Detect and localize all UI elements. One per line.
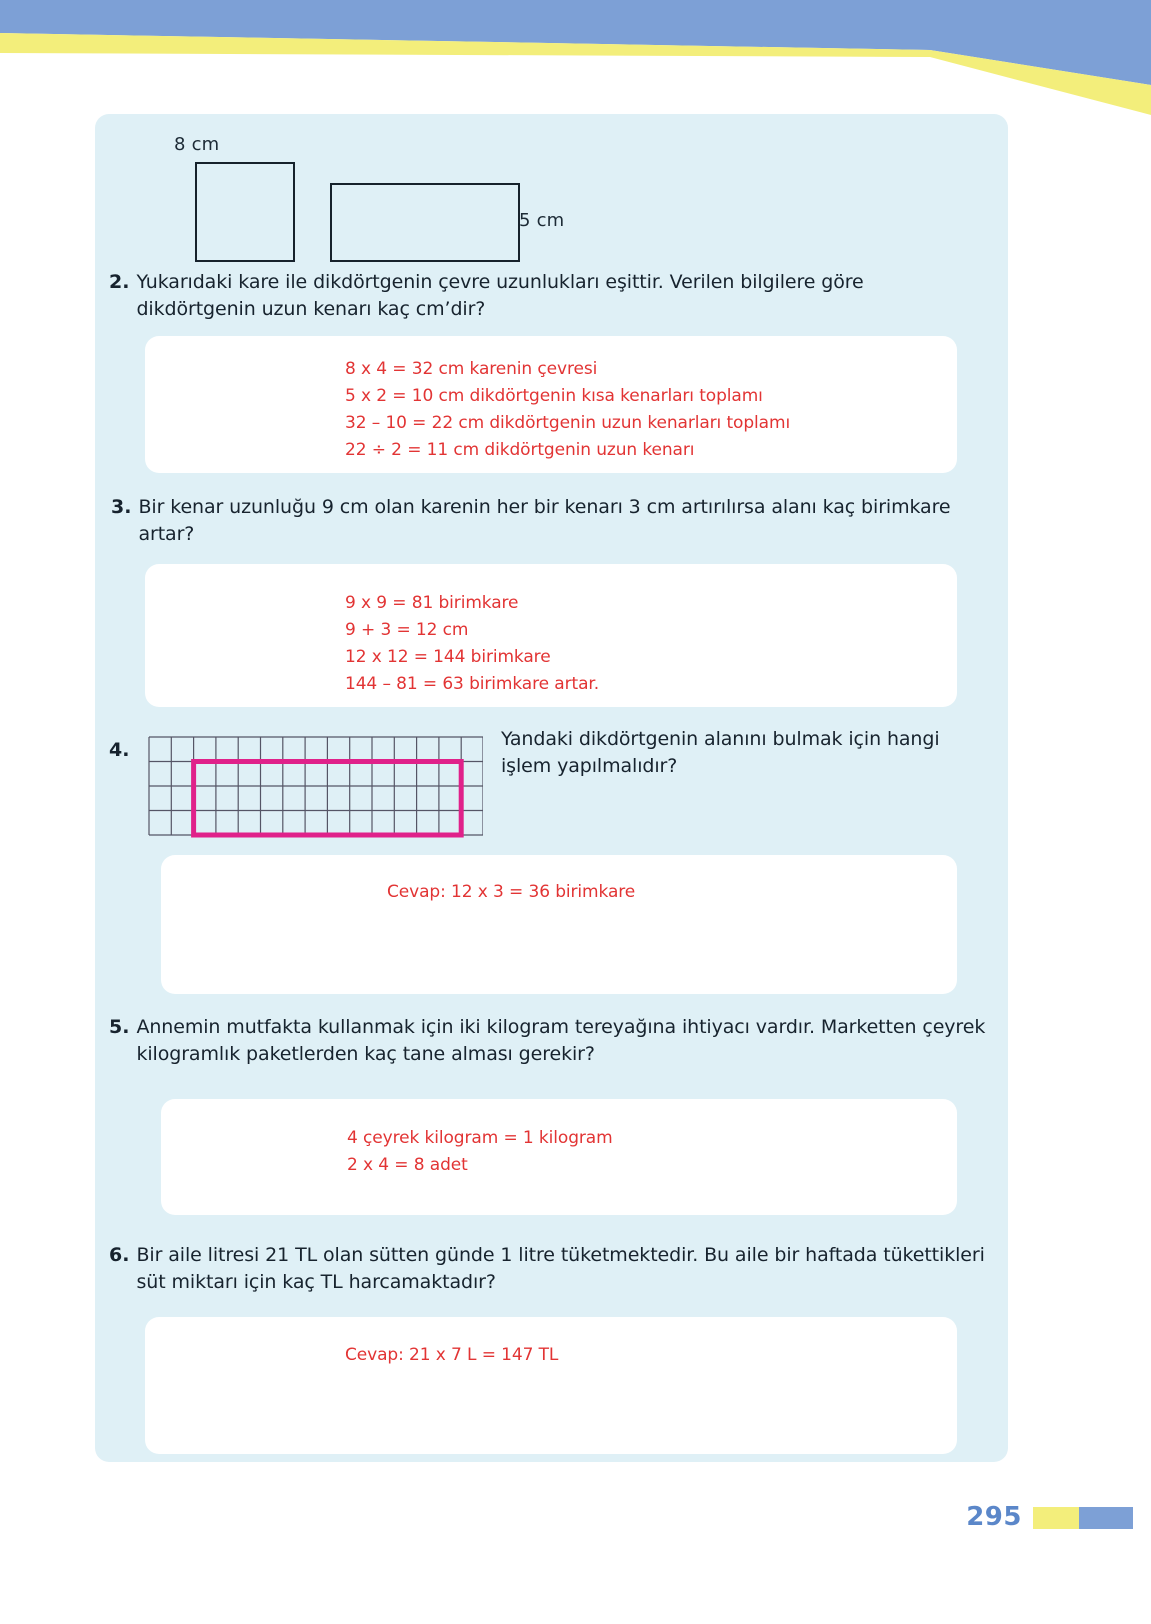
question-3-text: Bir kenar uzunluğu 9 cm olan karenin her bir kenarı 3 cm artırılırsa alanı kaç birimkare artar? — [138, 496, 951, 545]
question-5 — [109, 1014, 989, 1068]
answer-5-line-1: 4 çeyrek kilogram = 1 kilogram — [347, 1128, 613, 1148]
question-4-number: 4. — [109, 739, 130, 761]
question-6-text: Bir aile litresi 21 TL olan sütten günde 1 litre tüketmektedir. Bu aile bir haftada tükettikleri süt miktarı için kaç TL harcamaktadır? — [136, 1244, 985, 1293]
question-3-number: 3. — [111, 496, 132, 518]
question-4-number-wrap — [109, 737, 136, 764]
answer-2-line-2: 5 x 2 = 10 cm dikdörtgenin kısa kenarları toplamı — [345, 386, 763, 406]
answer-box-5[interactable] — [161, 1099, 957, 1215]
question-2-text: Yukarıdaki kare ile dikdörtgenin çevre uzunlukları eşittir. Verilen bilgilere göre dikdörtgenin uzun kenarı kaç cm’dir? — [136, 271, 864, 320]
answer-2-line-1: 8 x 4 = 32 cm karenin çevresi — [345, 359, 598, 379]
footer-blue-swatch — [1079, 1507, 1133, 1529]
q4-unit-grid — [148, 736, 483, 838]
q2-figures — [145, 128, 575, 263]
answer-2-line-4: 22 ÷ 2 = 11 cm dikdörtgenin uzun kenarı — [345, 440, 695, 460]
answer-3-line-2: 9 + 3 = 12 cm — [345, 620, 469, 640]
answer-box-2[interactable] — [145, 336, 957, 473]
square-shape — [195, 162, 295, 262]
page-number: 295 — [966, 1502, 1022, 1532]
footer-yellow-swatch — [1033, 1507, 1079, 1529]
answer-2-line-3: 32 – 10 = 22 cm dikdörtgenin uzun kenarları toplamı — [345, 413, 791, 433]
question-2 — [109, 269, 985, 323]
rectangle-side-label: 5 cm — [519, 210, 565, 231]
answer-box-4[interactable] — [161, 855, 957, 994]
question-6-number: 6. — [109, 1244, 130, 1266]
question-6 — [109, 1242, 989, 1296]
content-panel — [95, 114, 1008, 1462]
answer-box-3[interactable] — [145, 564, 957, 707]
question-4-text: Yandaki dikdörtgenin alanını bulmak için hangi işlem yapılmalıdır? — [501, 728, 940, 777]
question-2-number: 2. — [109, 271, 130, 293]
grid-lines — [149, 737, 483, 835]
unit-grid-svg — [148, 736, 483, 838]
answer-6-line-1: Cevap: 21 x 7 L = 147 TL — [345, 1345, 559, 1365]
question-4 — [501, 726, 971, 780]
question-5-number: 5. — [109, 1016, 130, 1038]
answer-3-line-1: 9 x 9 = 81 birimkare — [345, 593, 519, 613]
answer-4-line-1: Cevap: 12 x 3 = 36 birimkare — [387, 882, 636, 902]
rectangle-shape — [330, 183, 520, 262]
answer-5-line-2: 2 x 4 = 8 adet — [347, 1155, 468, 1175]
question-5-text: Annemin mutfakta kullanmak için iki kilogram tereyağına ihtiyacı vardır. Marketten çeyrek kilogramlık paketlerden kaç tane alması gerekir? — [136, 1016, 986, 1065]
answer-3-line-4: 144 – 81 = 63 birimkare artar. — [345, 674, 600, 694]
question-3 — [111, 494, 991, 548]
square-side-label: 8 cm — [174, 134, 220, 155]
answer-3-line-3: 12 x 12 = 144 birimkare — [345, 647, 551, 667]
answer-box-6[interactable] — [145, 1317, 957, 1454]
top-decoration — [0, 0, 1151, 120]
